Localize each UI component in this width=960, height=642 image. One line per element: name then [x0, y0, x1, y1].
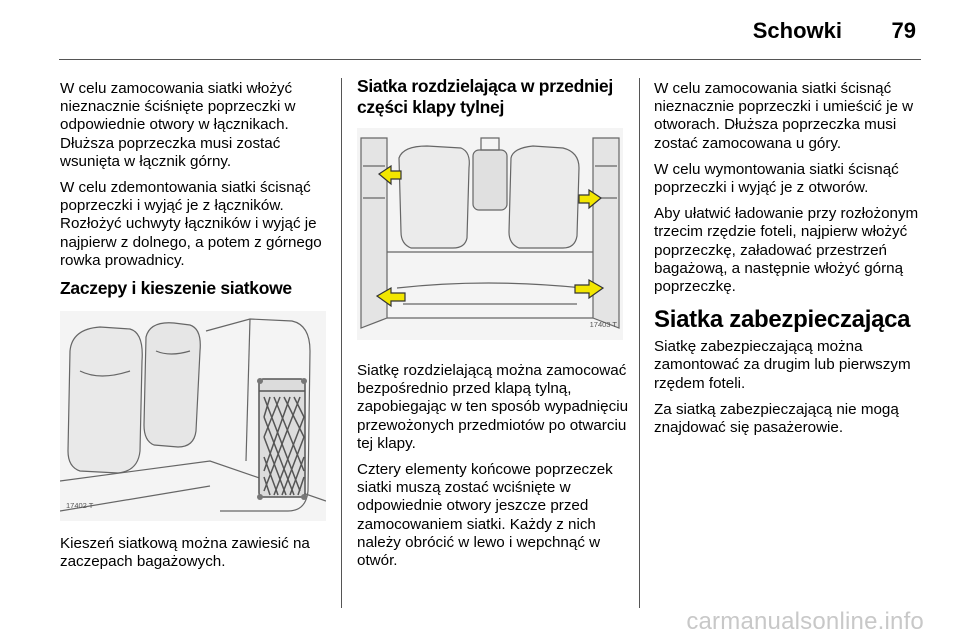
paragraph: W celu zdemontowania siatki ścisnąć poprzeczki i wyjąć je z łączników. Rozłożyć uchwyty łączników i wyjąć je najpierw z dolnego, a potem z górnego rowka prowadnicy.: [60, 179, 322, 269]
paragraph: Siatkę zabezpieczającą można zamontować za drugim lub pierwszym rzędem foteli.: [654, 338, 911, 392]
page-number: 79: [891, 18, 916, 43]
paragraph: W celu zamocowania siatki ścisnąć nieznacznie poprzeczki i umieścić je w otworach. Dłuższa poprzeczka musi zostać zamocowana u góry.: [654, 80, 914, 152]
cargo-net-pocket-drawing: [60, 311, 326, 521]
section-heading: Siatka rozdzielająca w przedniej części klapy tylnej: [357, 76, 613, 117]
paragraph: W celu wymontowania siatki ścisnąć poprzeczki i wyjąć je z otworów.: [654, 160, 899, 197]
column-divider: [639, 78, 640, 608]
paragraph: W celu zamocowania siatki włożyć nieznacznie ściśnięte poprzeczki w odpowiednie otwory w łącznikach. Dłuższa poprzeczka musi zostać wsunięta w łącznik górny.: [60, 80, 296, 170]
figure-code: 17402 T: [66, 500, 94, 510]
cargo-net-pocket-illustration: [60, 311, 326, 521]
paragraph: Cztery elementy końcowe poprzeczek siatki muszą zostać wciśnięte w odpowiednie otwory jeszcze przed zamocowaniem siatki. Każdy z nich należy obrócić w lewo i wepchnąć w otwór.: [357, 461, 613, 570]
section-title: Schowki: [752, 18, 842, 43]
paragraph: Aby ułatwić ładowanie przy rozłożonym trzecim rzędzie foteli, najpierw włożyć poprzeczkę, załadować przestrzeń bagażową, a następnie włożyć górną poprzeczkę.: [654, 205, 919, 296]
tailgate-net-illustration: [357, 128, 623, 340]
paragraph: Kieszeń siatkową można zawiesić na zaczepach bagażowych.: [60, 535, 310, 571]
page-header: [0, 0, 960, 60]
section-heading: Zaczepy i kieszenie siatkowe: [60, 278, 292, 299]
column-right: [654, 80, 926, 445]
section-heading: Siatka zabezpieczająca: [654, 306, 911, 334]
column-divider: [341, 78, 342, 608]
tailgate-net-drawing: [357, 128, 623, 340]
paragraph: Siatkę rozdzielającą można zamocować bezpośrednio przed klapą tylną, zapobiegając w ten sposób wypadnięciu przewożonych przedmiotów po otwarciu tej klapy.: [357, 362, 629, 452]
figure-code: 17403 T: [589, 319, 617, 329]
site-watermark: carmanualsonline.info: [686, 608, 924, 635]
column-left: [60, 80, 332, 579]
header-divider: [59, 59, 921, 60]
column-middle: [357, 76, 629, 578]
paragraph: Za siatką zabezpieczającą nie mogą znajdować się pasażerowie.: [654, 400, 899, 437]
